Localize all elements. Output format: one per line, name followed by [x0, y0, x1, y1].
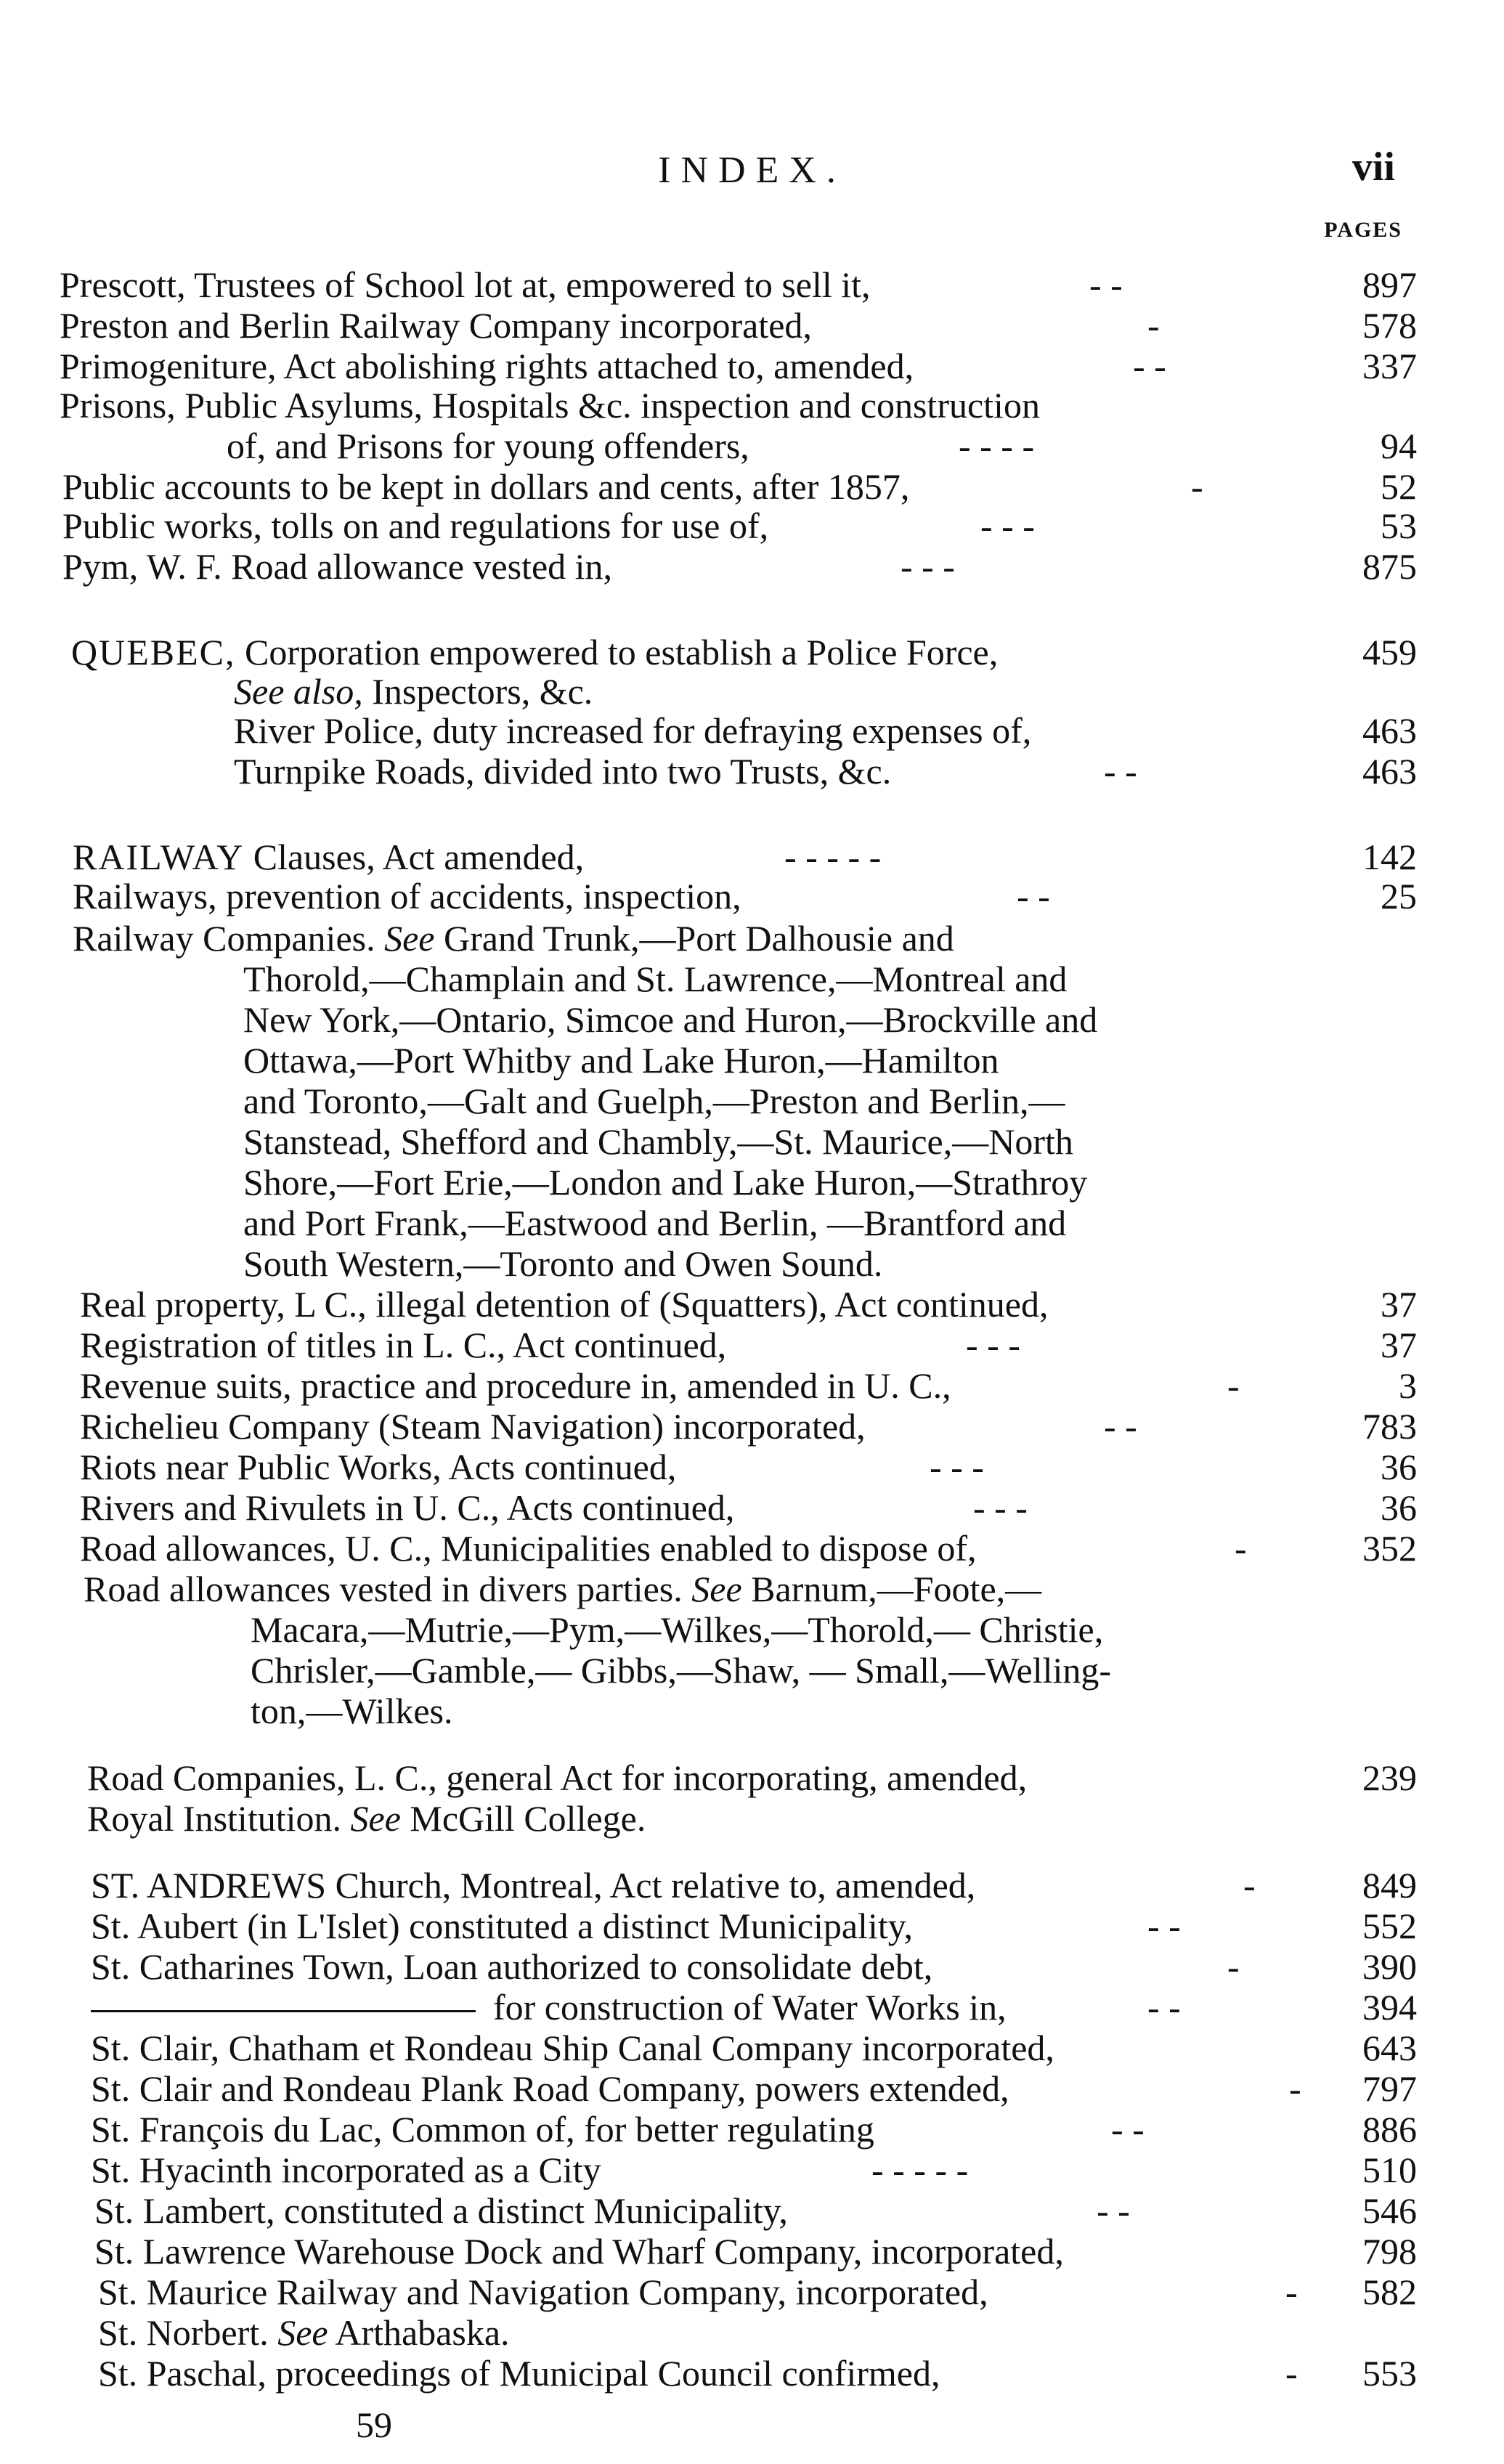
index-entry: Road allowances, U. C., Municipalities enabled to dispose of, - 352 — [80, 1528, 1417, 1569]
index-entry: Public works, tolls on and regulations for use of, - - - 53 — [62, 505, 1417, 546]
page-title: INDEX. — [658, 150, 846, 191]
index-entry-continuation: Ottawa,—Port Whitby and Lake Huron,—Hamilton — [243, 1040, 999, 1081]
pages-column-header: PAGES — [1324, 218, 1402, 242]
index-entry: Prisons, Public Asylums, Hospitals &c. inspection and construction — [60, 385, 1040, 426]
index-entry: Pym, W. F. Road allowance vested in, - - - 875 — [62, 546, 1417, 587]
index-entry: Railway Companies. See Grand Trunk,—Port Dalhousie and — [73, 918, 954, 959]
index-entry: St. Lambert, constituted a distinct Municipality, - - 546 — [94, 2190, 1417, 2231]
index-entry: St. Lawrence Warehouse Dock and Wharf Company, incorporated, 798 — [94, 2231, 1417, 2272]
ditto-rule — [91, 2010, 476, 2012]
index-entry: Prescott, Trustees of School lot at, empowered to sell it, - - 897 — [60, 264, 1417, 305]
index-entry: Riots near Public Works, Acts continued, - - - 36 — [80, 1447, 1417, 1487]
index-entry: Revenue suits, practice and procedure in, amended in U. C., - 3 — [80, 1365, 1417, 1406]
index-entry-continuation: and Toronto,—Galt and Guelph,—Preston and Berlin,— — [243, 1081, 1065, 1121]
index-entry: Real property, L C., illegal detention of (Squatters), Act continued, 37 — [80, 1284, 1417, 1325]
index-entry: St. Hyacinth incorporated as a City - - - - - 510 — [91, 2150, 1417, 2190]
index-entry: St. Clair and Rondeau Plank Road Company, powers extended, - 797 — [91, 2068, 1417, 2109]
index-entry-continuation: See also, Inspectors, &c. — [234, 671, 593, 712]
index-entry-continuation: Macara,—Mutrie,—Pym,—Wilkes,—Thorold,— Christie, — [251, 1609, 1104, 1650]
index-entry: St. Norbert. See Arthabaska. — [98, 2312, 510, 2353]
index-entry-continuation: Chrisler,—Gamble,— Gibbs,—Shaw, — Small,—Welling- — [251, 1650, 1112, 1691]
index-entry: Railways, prevention of accidents, inspection, - - 25 — [73, 876, 1417, 916]
index-entry: Road allowances vested in divers parties. See Barnum,—Foote,— — [84, 1569, 1042, 1609]
index-entry: Public accounts to be kept in dollars and cents, after 1857, - 52 — [62, 466, 1417, 507]
index-entry-continuation: and Port Frank,—Eastwood and Berlin, —Brantford and — [243, 1203, 1067, 1243]
index-entry: St. François du Lac, Common of, for better regulating - - 886 — [91, 2109, 1417, 2150]
index-entry: Richelieu Company (Steam Navigation) incorporated, - - 783 — [80, 1406, 1417, 1447]
index-entry-continuation: Thorold,—Champlain and St. Lawrence,—Montreal and — [243, 959, 1068, 999]
index-entry-continuation: of, and Prisons for young offenders, - - - - 94 — [227, 426, 1417, 466]
index-entry: Royal Institution. See McGill College. — [87, 1798, 646, 1839]
index-entry: St. Catharines Town, Loan authorized to consolidate debt, - 390 — [91, 1946, 1417, 1987]
index-entry: QUEBEC, Corporation empowered to establish a Police Force, 459 — [71, 632, 1417, 672]
page-number: vii — [1351, 145, 1395, 190]
index-entry-continuation: Stanstead, Shefford and Chambly,—St. Maurice,—North — [243, 1121, 1073, 1162]
index-entry: ST. ANDREWS Church, Montreal, Act relative to, amended, - 849 — [91, 1865, 1417, 1906]
index-entry: St. Aubert (in L'Islet) constituted a distinct Municipality, - - 552 — [91, 1906, 1417, 1946]
index-entry: St. Clair, Chatham et Rondeau Ship Canal Company incorporated, 643 — [91, 2028, 1417, 2068]
index-entry: Registration of titles in L. C., Act continued, - - - 37 — [80, 1325, 1417, 1365]
signature-mark: 59 — [356, 2404, 392, 2445]
index-entry-continuation: Turnpike Roads, divided into two Trusts, &c. - - 463 — [234, 751, 1417, 792]
index-entry: Preston and Berlin Railway Company incorporated, - 578 — [60, 305, 1417, 346]
index-entry: St. Maurice Railway and Navigation Company, incorporated, - 582 — [98, 2272, 1417, 2312]
index-entry: RAILWAY Clauses, Act amended, - - - - - 142 — [73, 837, 1417, 877]
index-entry-continuation: South Western,—Toronto and Owen Sound. — [243, 1243, 883, 1284]
index-entry: St. Paschal, proceedings of Municipal Council confirmed, - 553 — [98, 2353, 1417, 2394]
index-entry: Road Companies, L. C., general Act for incorporating, amended, 239 — [87, 1757, 1417, 1798]
index-entry-continuation: ton,—Wilkes. — [251, 1691, 453, 1731]
index-entry-continuation: River Police, duty increased for defraying expenses of, 463 — [234, 710, 1417, 751]
index-entry: Rivers and Rivulets in U. C., Acts continued, - - - 36 — [80, 1487, 1417, 1528]
index-entry-continuation: New York,—Ontario, Simcoe and Huron,—Brockville and — [243, 999, 1098, 1040]
index-entry-continuation: for construction of Water Works in, - - 394 — [0, 1985, 1504, 2029]
index-entry: Primogeniture, Act abolishing rights attached to, amended, - - 337 — [60, 346, 1417, 386]
index-entry-continuation: Shore,—Fort Erie,—London and Lake Huron,—Strathroy — [243, 1162, 1088, 1203]
